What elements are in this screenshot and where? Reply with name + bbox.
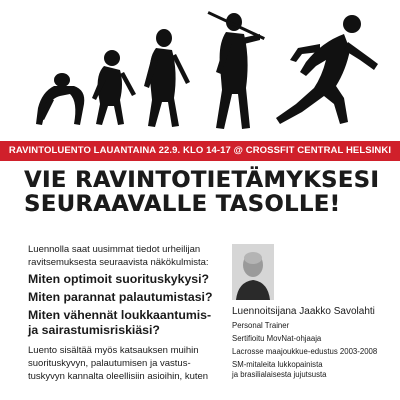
sprinter-silhouette-icon (276, 15, 378, 124)
intro-text: Luennolla saat uusimmat tiedot urheilijan ravitsemuksesta seuraavista näkökulmista: (28, 244, 209, 268)
question-3-continued: ja sairastumisriskiäsi? (28, 323, 160, 337)
lecturer-title: Luennoitsijana Jaakko Savolahti (232, 306, 375, 317)
lecturer-info (232, 305, 392, 383)
credential-5: ja brasilialaisesta jujutsusta (232, 370, 327, 379)
credential-1: Personal Trainer (232, 321, 290, 330)
headline-line-2: SEURAAVALLE TASOLLE! (24, 191, 341, 217)
outro-line-3: tuskyvyn kannalta oleellisiin asioihin, kuten (28, 371, 209, 382)
event-banner: RAVINTOLUENTO LAUANTAINA 22.9. KLO 14-17 @ CROSSFIT CENTRAL HELSINKI (0, 141, 400, 161)
question-3: Miten vähennät loukkaantumis- (28, 308, 212, 322)
lecture-description (28, 243, 233, 383)
ape-silhouette-icon (36, 73, 84, 125)
credential-4: SM-mitaleita lukkopainista (232, 360, 323, 369)
outro-line-1: Luento sisältää myös katsauksen muihin (28, 345, 199, 356)
outro-line-2: suorituskyvyn, palautumisen ja vastus- (28, 358, 191, 369)
headline (24, 168, 384, 216)
early-hominid-silhouette-icon (92, 50, 136, 125)
outro-text (28, 344, 233, 383)
credential-2: Sertifioitu MovNat-ohjaaja (232, 334, 322, 343)
evolution-silhouettes-icon (0, 0, 400, 138)
headline-line-1: VIE RAVINTOTIETÄMYKSESI (24, 167, 380, 193)
question-1: Miten optimoit suorituskykysi? (28, 272, 210, 286)
spear-hunter-silhouette-icon (207, 11, 264, 129)
caveman-silhouette-icon (144, 29, 190, 127)
question-2: Miten parannat palautumistasi? (28, 290, 213, 304)
lecturer-portrait-icon (232, 244, 274, 300)
credential-3: Lacrosse maajoukkue-edustus 2003-2008 (232, 347, 378, 356)
